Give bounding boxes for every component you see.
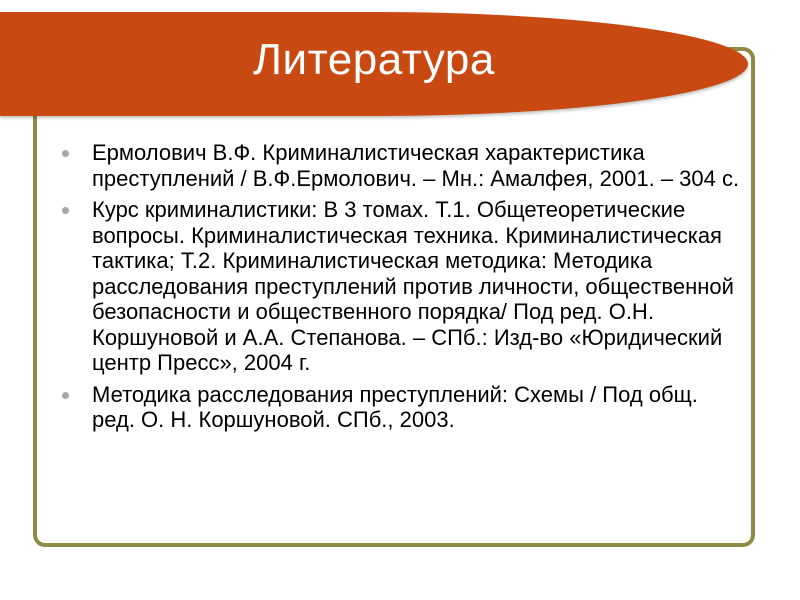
reference-text: Курс криминалистики: В 3 томах. Т.1. Общетеоретические вопросы. Криминалистическая техника. Криминалистическая тактика; Т.2. Криминалистическая методика: Методика расследования преступлений против личности, общественной безопасности и общественного порядка/ Под ред. О.Н. Коршуновой и А.А. Степанова. – СПб.: Изд-во «Юридический центр Пресс», 2004 г. bbox=[92, 197, 734, 375]
bullet-icon bbox=[62, 150, 69, 157]
references-list bbox=[62, 140, 742, 433]
list-item bbox=[62, 382, 742, 433]
reference-text: Методика расследования преступлений: Схемы / Под общ. ред. О. Н. Коршуновой. СПб., 2003. bbox=[92, 381, 698, 432]
reference-text: Ермолович В.Ф. Криминалистическая характеристика преступлений / В.Ф.Ермолович. – Мн.: Амалфея, 2001. – 304 с. bbox=[92, 140, 740, 191]
references-area bbox=[62, 140, 742, 439]
bullet-icon bbox=[62, 392, 69, 399]
bullet-icon bbox=[62, 207, 69, 214]
list-item bbox=[62, 140, 742, 191]
slide-title: Литература bbox=[253, 35, 495, 84]
list-item bbox=[62, 197, 742, 376]
